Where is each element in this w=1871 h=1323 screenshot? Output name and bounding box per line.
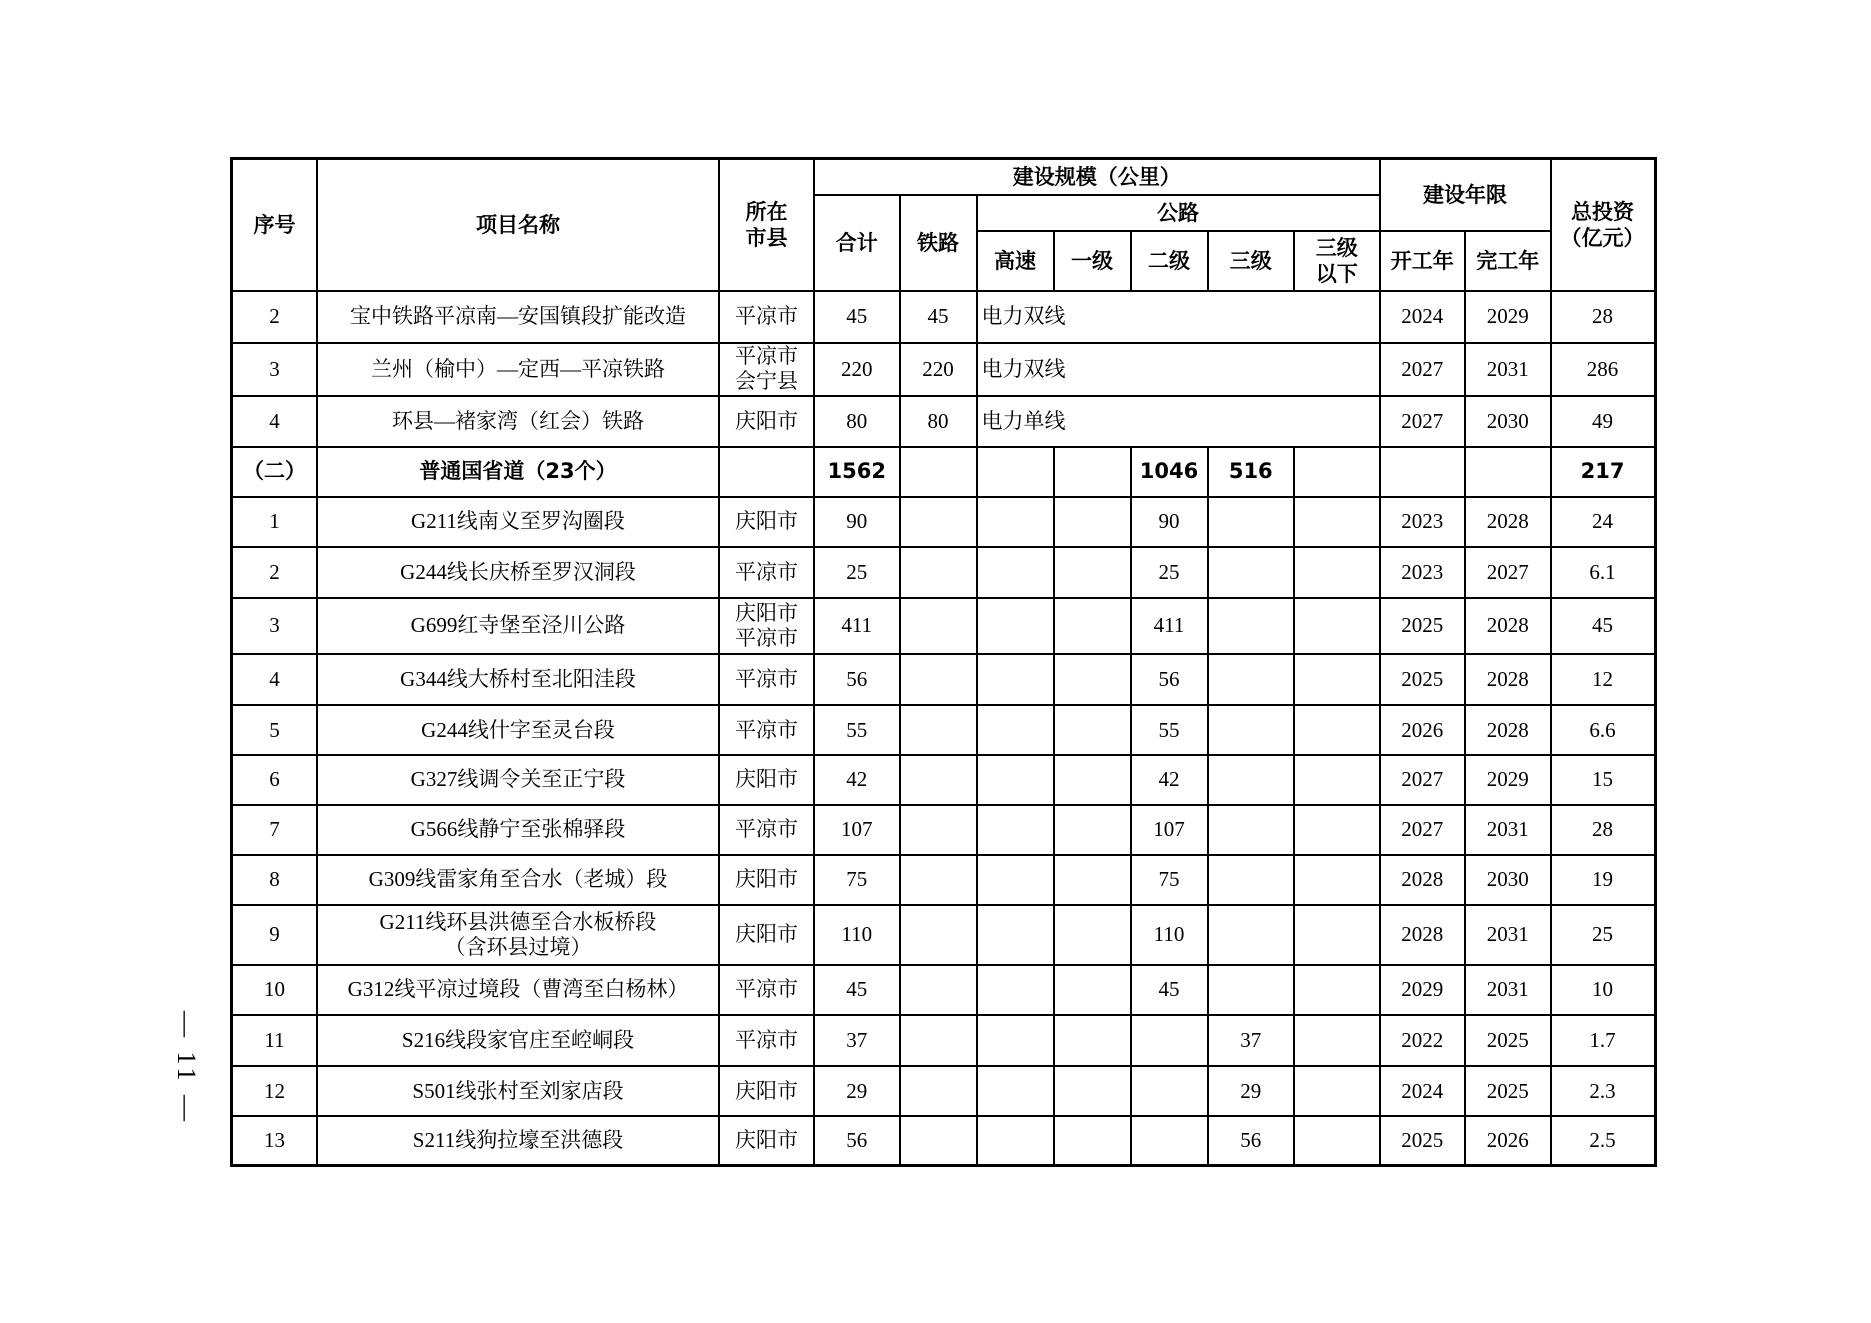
cell-total-investment: 19 xyxy=(1551,855,1656,904)
cell-location: 庆阳市 平凉市 xyxy=(719,598,814,655)
cell-seq: 7 xyxy=(232,805,318,856)
cell-end-year: 2025 xyxy=(1465,1015,1551,1066)
cell-total-km: 90 xyxy=(814,497,900,548)
cell-seq: 3 xyxy=(232,343,318,396)
cell-start-year: 2025 xyxy=(1380,1116,1466,1165)
cell-railway-km xyxy=(900,805,977,856)
cell-total-km: 80 xyxy=(814,396,900,448)
cell-location: 庆阳市 xyxy=(719,396,814,448)
cell-location: 平凉市 xyxy=(719,547,814,598)
cell-total-investment: 10 xyxy=(1551,965,1656,1016)
cell-project-name: G312线平凉过境段（曹湾至白杨林） xyxy=(317,965,719,1016)
table-row xyxy=(232,805,1656,856)
header-location: 所在 市县 xyxy=(719,159,814,291)
cell-class3-km: 37 xyxy=(1208,1015,1295,1066)
cell-class1-km xyxy=(1054,598,1131,655)
header-end-year: 完工年 xyxy=(1465,231,1551,291)
cell-class2-km xyxy=(1131,1116,1208,1165)
cell-project-name: 环县—褚家湾（红会）铁路 xyxy=(317,396,719,448)
cell-project-name: G309线雷家角至合水（老城）段 xyxy=(317,855,719,904)
cell-end-year xyxy=(1465,447,1551,496)
cell-location: 平凉市 xyxy=(719,1015,814,1066)
cell-start-year: 2028 xyxy=(1380,905,1466,965)
header-total-investment: 总投资 （亿元） xyxy=(1551,159,1656,291)
cell-class3-km xyxy=(1208,654,1295,705)
cell-total-km: 1562 xyxy=(814,447,900,496)
cell-total-km: 56 xyxy=(814,654,900,705)
cell-class2-km: 110 xyxy=(1131,905,1208,965)
cell-project-name: G566线静宁至张棉驿段 xyxy=(317,805,719,856)
cell-expressway-km xyxy=(977,805,1054,856)
cell-class1-km xyxy=(1054,855,1131,904)
cell-seq: （二） xyxy=(232,447,318,496)
cell-location xyxy=(719,447,814,496)
cell-total-km: 220 xyxy=(814,343,900,396)
cell-project-name: G699红寺堡至泾川公路 xyxy=(317,598,719,655)
cell-class2-km: 75 xyxy=(1131,855,1208,904)
cell-total-investment: 25 xyxy=(1551,905,1656,965)
cell-seq: 6 xyxy=(232,755,318,804)
cell-railway-km: 45 xyxy=(900,291,977,343)
cell-seq: 4 xyxy=(232,654,318,705)
cell-total-km: 42 xyxy=(814,755,900,804)
header-class3: 三级 xyxy=(1208,231,1295,291)
cell-start-year: 2029 xyxy=(1380,965,1466,1016)
cell-start-year: 2022 xyxy=(1380,1015,1466,1066)
table-row xyxy=(232,705,1656,756)
cell-class2-km: 45 xyxy=(1131,965,1208,1016)
cell-end-year: 2027 xyxy=(1465,547,1551,598)
cell-total-km: 45 xyxy=(814,965,900,1016)
cell-end-year: 2028 xyxy=(1465,654,1551,705)
cell-end-year: 2030 xyxy=(1465,396,1551,448)
cell-class1-km xyxy=(1054,654,1131,705)
table-row xyxy=(232,965,1656,1016)
cell-class3-km: 516 xyxy=(1208,447,1295,496)
cell-location: 庆阳市 xyxy=(719,497,814,548)
cell-total-investment: 12 xyxy=(1551,654,1656,705)
cell-expressway-km xyxy=(977,1116,1054,1165)
cell-end-year: 2031 xyxy=(1465,343,1551,396)
cell-total-km: 55 xyxy=(814,705,900,756)
cell-class1-km xyxy=(1054,547,1131,598)
cell-seq: 9 xyxy=(232,905,318,965)
project-table xyxy=(230,157,1657,1167)
cell-location: 平凉市 xyxy=(719,965,814,1016)
cell-class1-km xyxy=(1054,1116,1131,1165)
cell-end-year: 2029 xyxy=(1465,291,1551,343)
cell-total-investment: 2.3 xyxy=(1551,1066,1656,1117)
header-total-km: 合计 xyxy=(814,195,900,291)
cell-railway-type: 电力双线 xyxy=(977,291,1380,343)
cell-below-class3-km xyxy=(1294,497,1380,548)
cell-project-name: G344线大桥村至北阳洼段 xyxy=(317,654,719,705)
table-row xyxy=(232,1015,1656,1066)
cell-class2-km: 1046 xyxy=(1131,447,1208,496)
cell-project-name: G211线环县洪德至合水板桥段 （含环县过境） xyxy=(317,905,719,965)
header-below-class3: 三级 以下 xyxy=(1294,231,1380,291)
cell-seq: 13 xyxy=(232,1116,318,1165)
table-row xyxy=(232,396,1656,448)
cell-seq: 3 xyxy=(232,598,318,655)
cell-project-name: G244线什字至灵台段 xyxy=(317,705,719,756)
cell-start-year xyxy=(1380,447,1466,496)
cell-railway-km xyxy=(900,598,977,655)
cell-railway-km xyxy=(900,654,977,705)
header-expressway: 高速 xyxy=(977,231,1054,291)
cell-total-km: 37 xyxy=(814,1015,900,1066)
cell-expressway-km xyxy=(977,1015,1054,1066)
cell-total-km: 75 xyxy=(814,855,900,904)
cell-total-investment: 6.6 xyxy=(1551,705,1656,756)
cell-class3-km xyxy=(1208,547,1295,598)
cell-class1-km xyxy=(1054,965,1131,1016)
cell-project-name: S501线张村至刘家店段 xyxy=(317,1066,719,1117)
cell-railway-km xyxy=(900,905,977,965)
cell-project-name: S216线段家官庄至崆峒段 xyxy=(317,1015,719,1066)
cell-start-year: 2024 xyxy=(1380,1066,1466,1117)
cell-start-year: 2023 xyxy=(1380,497,1466,548)
cell-location: 庆阳市 xyxy=(719,855,814,904)
cell-class3-km: 56 xyxy=(1208,1116,1295,1165)
cell-expressway-km xyxy=(977,755,1054,804)
cell-start-year: 2027 xyxy=(1380,396,1466,448)
cell-railway-type: 电力单线 xyxy=(977,396,1380,448)
cell-railway-km xyxy=(900,1015,977,1066)
header-class2: 二级 xyxy=(1131,231,1208,291)
cell-railway-km xyxy=(900,547,977,598)
cell-class3-km xyxy=(1208,755,1295,804)
cell-end-year: 2031 xyxy=(1465,965,1551,1016)
cell-railway-km xyxy=(900,965,977,1016)
cell-class3-km xyxy=(1208,497,1295,548)
cell-class2-km xyxy=(1131,1066,1208,1117)
cell-total-investment: 49 xyxy=(1551,396,1656,448)
cell-start-year: 2027 xyxy=(1380,805,1466,856)
table-body xyxy=(232,291,1656,1166)
cell-location: 庆阳市 xyxy=(719,1116,814,1165)
cell-location: 平凉市 xyxy=(719,705,814,756)
cell-expressway-km xyxy=(977,598,1054,655)
cell-total-investment: 1.7 xyxy=(1551,1015,1656,1066)
cell-seq: 4 xyxy=(232,396,318,448)
cell-class2-km xyxy=(1131,1015,1208,1066)
cell-class3-km xyxy=(1208,805,1295,856)
cell-class1-km xyxy=(1054,1015,1131,1066)
cell-railway-km: 220 xyxy=(900,343,977,396)
header-construction-period: 建设年限 xyxy=(1380,159,1551,231)
cell-location: 平凉市 会宁县 xyxy=(719,343,814,396)
cell-start-year: 2026 xyxy=(1380,705,1466,756)
table-row xyxy=(232,291,1656,343)
cell-start-year: 2025 xyxy=(1380,654,1466,705)
cell-total-km: 56 xyxy=(814,1116,900,1165)
cell-class2-km: 56 xyxy=(1131,654,1208,705)
cell-end-year: 2029 xyxy=(1465,755,1551,804)
table-row xyxy=(232,855,1656,904)
cell-seq: 5 xyxy=(232,705,318,756)
cell-end-year: 2031 xyxy=(1465,805,1551,856)
cell-seq: 2 xyxy=(232,547,318,598)
cell-expressway-km xyxy=(977,705,1054,756)
cell-railway-km xyxy=(900,497,977,548)
cell-start-year: 2023 xyxy=(1380,547,1466,598)
cell-railway-km xyxy=(900,447,977,496)
cell-project-name: G244线长庆桥至罗汉洞段 xyxy=(317,547,719,598)
cell-start-year: 2025 xyxy=(1380,598,1466,655)
cell-total-investment: 24 xyxy=(1551,497,1656,548)
cell-location: 庆阳市 xyxy=(719,905,814,965)
cell-total-investment: 286 xyxy=(1551,343,1656,396)
cell-seq: 8 xyxy=(232,855,318,904)
cell-end-year: 2026 xyxy=(1465,1116,1551,1165)
cell-location: 平凉市 xyxy=(719,805,814,856)
cell-project-name: 普通国省道（23个） xyxy=(317,447,719,496)
header-highway: 公路 xyxy=(977,195,1380,231)
cell-total-km: 29 xyxy=(814,1066,900,1117)
cell-total-km: 110 xyxy=(814,905,900,965)
cell-below-class3-km xyxy=(1294,547,1380,598)
cell-end-year: 2028 xyxy=(1465,705,1551,756)
cell-class1-km xyxy=(1054,1066,1131,1117)
cell-total-km: 25 xyxy=(814,547,900,598)
cell-location: 平凉市 xyxy=(719,291,814,343)
cell-railway-km xyxy=(900,1116,977,1165)
cell-railway-km xyxy=(900,755,977,804)
cell-expressway-km xyxy=(977,855,1054,904)
page-number: — 11 — xyxy=(172,1010,201,1126)
cell-expressway-km xyxy=(977,654,1054,705)
cell-end-year: 2025 xyxy=(1465,1066,1551,1117)
cell-railway-km xyxy=(900,1066,977,1117)
cell-class3-km xyxy=(1208,965,1295,1016)
cell-total-km: 45 xyxy=(814,291,900,343)
cell-total-km: 107 xyxy=(814,805,900,856)
cell-class2-km: 411 xyxy=(1131,598,1208,655)
cell-class2-km: 90 xyxy=(1131,497,1208,548)
cell-below-class3-km xyxy=(1294,1066,1380,1117)
cell-total-investment: 45 xyxy=(1551,598,1656,655)
table-row xyxy=(232,598,1656,655)
cell-class3-km xyxy=(1208,705,1295,756)
table-row xyxy=(232,755,1656,804)
cell-class1-km xyxy=(1054,905,1131,965)
cell-seq: 10 xyxy=(232,965,318,1016)
cell-below-class3-km xyxy=(1294,805,1380,856)
header-seq: 序号 xyxy=(232,159,318,291)
table-row xyxy=(232,497,1656,548)
table-row xyxy=(232,1066,1656,1117)
cell-class1-km xyxy=(1054,705,1131,756)
cell-class3-km xyxy=(1208,598,1295,655)
header-project-name: 项目名称 xyxy=(317,159,719,291)
cell-class3-km: 29 xyxy=(1208,1066,1295,1117)
cell-end-year: 2028 xyxy=(1465,497,1551,548)
cell-seq: 12 xyxy=(232,1066,318,1117)
cell-railway-type: 电力双线 xyxy=(977,343,1380,396)
cell-below-class3-km xyxy=(1294,855,1380,904)
cell-project-name: 宝中铁路平凉南—安国镇段扩能改造 xyxy=(317,291,719,343)
cell-project-name: 兰州（榆中）—定西—平凉铁路 xyxy=(317,343,719,396)
header-construction-scale: 建设规模（公里） xyxy=(814,159,1380,195)
cell-start-year: 2027 xyxy=(1380,755,1466,804)
cell-class1-km xyxy=(1054,805,1131,856)
cell-total-investment: 15 xyxy=(1551,755,1656,804)
cell-total-km: 411 xyxy=(814,598,900,655)
cell-total-investment: 6.1 xyxy=(1551,547,1656,598)
cell-below-class3-km xyxy=(1294,755,1380,804)
table-row xyxy=(232,905,1656,965)
cell-below-class3-km xyxy=(1294,1015,1380,1066)
cell-class2-km: 42 xyxy=(1131,755,1208,804)
cell-start-year: 2028 xyxy=(1380,855,1466,904)
table-header xyxy=(232,159,1656,291)
cell-below-class3-km xyxy=(1294,447,1380,496)
header-start-year: 开工年 xyxy=(1380,231,1466,291)
cell-class3-km xyxy=(1208,855,1295,904)
header-class1: 一级 xyxy=(1054,231,1131,291)
cell-total-investment: 28 xyxy=(1551,805,1656,856)
cell-total-investment: 217 xyxy=(1551,447,1656,496)
cell-expressway-km xyxy=(977,965,1054,1016)
cell-seq: 11 xyxy=(232,1015,318,1066)
cell-end-year: 2031 xyxy=(1465,905,1551,965)
cell-location: 庆阳市 xyxy=(719,1066,814,1117)
cell-class1-km xyxy=(1054,497,1131,548)
cell-total-investment: 28 xyxy=(1551,291,1656,343)
cell-below-class3-km xyxy=(1294,654,1380,705)
cell-location: 平凉市 xyxy=(719,654,814,705)
cell-railway-km xyxy=(900,705,977,756)
cell-class1-km xyxy=(1054,755,1131,804)
cell-expressway-km xyxy=(977,905,1054,965)
cell-below-class3-km xyxy=(1294,598,1380,655)
header-railway-km: 铁路 xyxy=(900,195,977,291)
cell-end-year: 2030 xyxy=(1465,855,1551,904)
table-row xyxy=(232,1116,1656,1165)
table-row xyxy=(232,343,1656,396)
cell-location: 庆阳市 xyxy=(719,755,814,804)
cell-project-name: G327线调令关至正宁段 xyxy=(317,755,719,804)
cell-class2-km: 55 xyxy=(1131,705,1208,756)
table-row xyxy=(232,654,1656,705)
cell-start-year: 2027 xyxy=(1380,343,1466,396)
cell-below-class3-km xyxy=(1294,705,1380,756)
table-row xyxy=(232,547,1656,598)
cell-total-investment: 2.5 xyxy=(1551,1116,1656,1165)
cell-class2-km: 25 xyxy=(1131,547,1208,598)
cell-below-class3-km xyxy=(1294,905,1380,965)
cell-railway-km: 80 xyxy=(900,396,977,448)
subtotal-row xyxy=(232,447,1656,496)
cell-expressway-km xyxy=(977,447,1054,496)
cell-below-class3-km xyxy=(1294,965,1380,1016)
cell-start-year: 2024 xyxy=(1380,291,1466,343)
header-row-1 xyxy=(232,159,1656,195)
cell-class2-km: 107 xyxy=(1131,805,1208,856)
cell-expressway-km xyxy=(977,497,1054,548)
cell-project-name: G211线南义至罗沟圈段 xyxy=(317,497,719,548)
cell-below-class3-km xyxy=(1294,1116,1380,1165)
cell-seq: 1 xyxy=(232,497,318,548)
cell-class3-km xyxy=(1208,905,1295,965)
cell-expressway-km xyxy=(977,547,1054,598)
cell-seq: 2 xyxy=(232,291,318,343)
cell-class1-km xyxy=(1054,447,1131,496)
cell-end-year: 2028 xyxy=(1465,598,1551,655)
cell-project-name: S211线狗拉壕至洪德段 xyxy=(317,1116,719,1165)
cell-expressway-km xyxy=(977,1066,1054,1117)
cell-railway-km xyxy=(900,855,977,904)
